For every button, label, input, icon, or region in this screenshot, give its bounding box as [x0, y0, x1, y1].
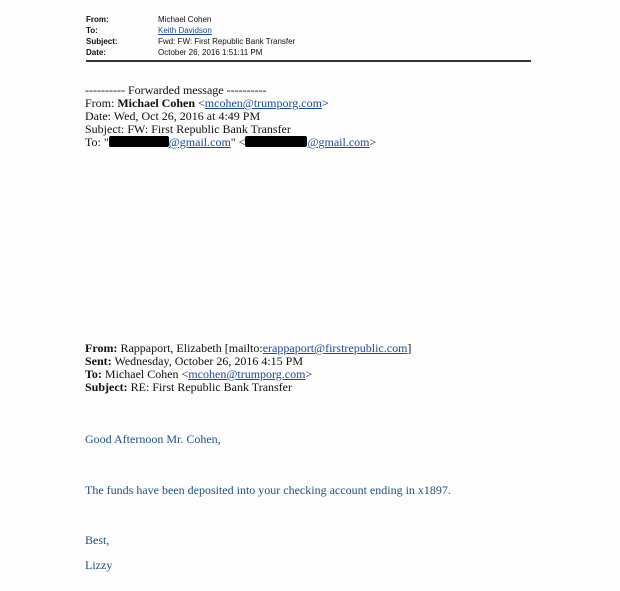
original-from-suffix: ] — [407, 341, 412, 355]
header-date-label: Date: — [86, 48, 107, 57]
forwarded-from-line: From: Michael Cohen <mcohen@trumporg.com> — [85, 96, 329, 110]
header-subject-row — [86, 36, 531, 47]
forwarded-date-line: Date: Wed, Oct 26, 2016 at 4:49 PM — [85, 109, 261, 123]
original-to-email-link[interactable]: mcohen@trumporg.com — [188, 367, 306, 381]
original-to-label: To: — [85, 367, 102, 381]
forwarded-message — [85, 84, 376, 149]
header-subject-label: Subject: — [86, 37, 118, 46]
original-subject-label: Subject: — [85, 380, 128, 394]
header-divider — [86, 60, 531, 62]
original-sent-value: Wednesday, October 26, 2016 4:15 PM — [114, 354, 304, 368]
original-message-header — [85, 342, 411, 394]
header-from-row — [86, 14, 531, 25]
redaction-bar — [245, 136, 307, 147]
header-subject-value: Fwd: FW: First Republic Bank Transfer — [158, 37, 296, 46]
original-to-name: Michael Cohen < — [104, 367, 189, 381]
message-body: The funds have been deposited into your checking account ending in x1897. — [85, 483, 451, 497]
header-date-value: October 26, 2016 1:51:11 PM — [158, 48, 263, 57]
header-to-link[interactable]: Keith Davidson — [158, 26, 212, 35]
forwarded-to-label: To: — [85, 135, 101, 149]
original-subject-value: RE: First Republic Bank Transfer — [130, 380, 293, 394]
email-header — [86, 14, 531, 58]
redaction-bar — [109, 136, 169, 147]
forwarded-from-name: Michael Cohen — [117, 96, 196, 110]
forwarded-subject-line: Subject: FW: First Republic Bank Transfer — [85, 122, 291, 136]
original-to-line: To: Michael Cohen <mcohen@trumporg.com> — [85, 367, 313, 381]
header-date-row — [86, 47, 531, 58]
original-subject-line — [85, 381, 411, 394]
forwarded-to-email-link-2[interactable]: @gmail.com — [307, 135, 370, 149]
original-from-email-link[interactable]: erappaport@firstrepublic.com — [262, 341, 408, 355]
forwarded-to-email-link-1[interactable]: @gmail.com — [168, 135, 231, 149]
forwarded-divider: ---------- Forwarded message ---------- — [85, 83, 267, 97]
original-from-label: From: — [85, 341, 118, 355]
message-closing: Best, — [85, 533, 110, 547]
message-signature: Lizzy — [85, 558, 113, 572]
header-to-row — [86, 25, 531, 36]
message-greeting: Good Afternoon Mr. Cohen, — [85, 432, 221, 446]
forwarded-to-line: To: " @gmail.com" < @gmail.com> — [85, 135, 377, 149]
header-from-value: Michael Cohen — [158, 15, 212, 24]
header-to-label: To: — [86, 26, 98, 35]
forwarded-from-label: From: — [85, 96, 115, 110]
forwarded-from-email-link[interactable]: mcohen@trumporg.com — [204, 96, 322, 110]
original-from-value: Rappaport, Elizabeth [mailto: — [120, 341, 263, 355]
original-sent-label: Sent: — [85, 354, 112, 368]
header-from-label: From: — [86, 15, 109, 24]
